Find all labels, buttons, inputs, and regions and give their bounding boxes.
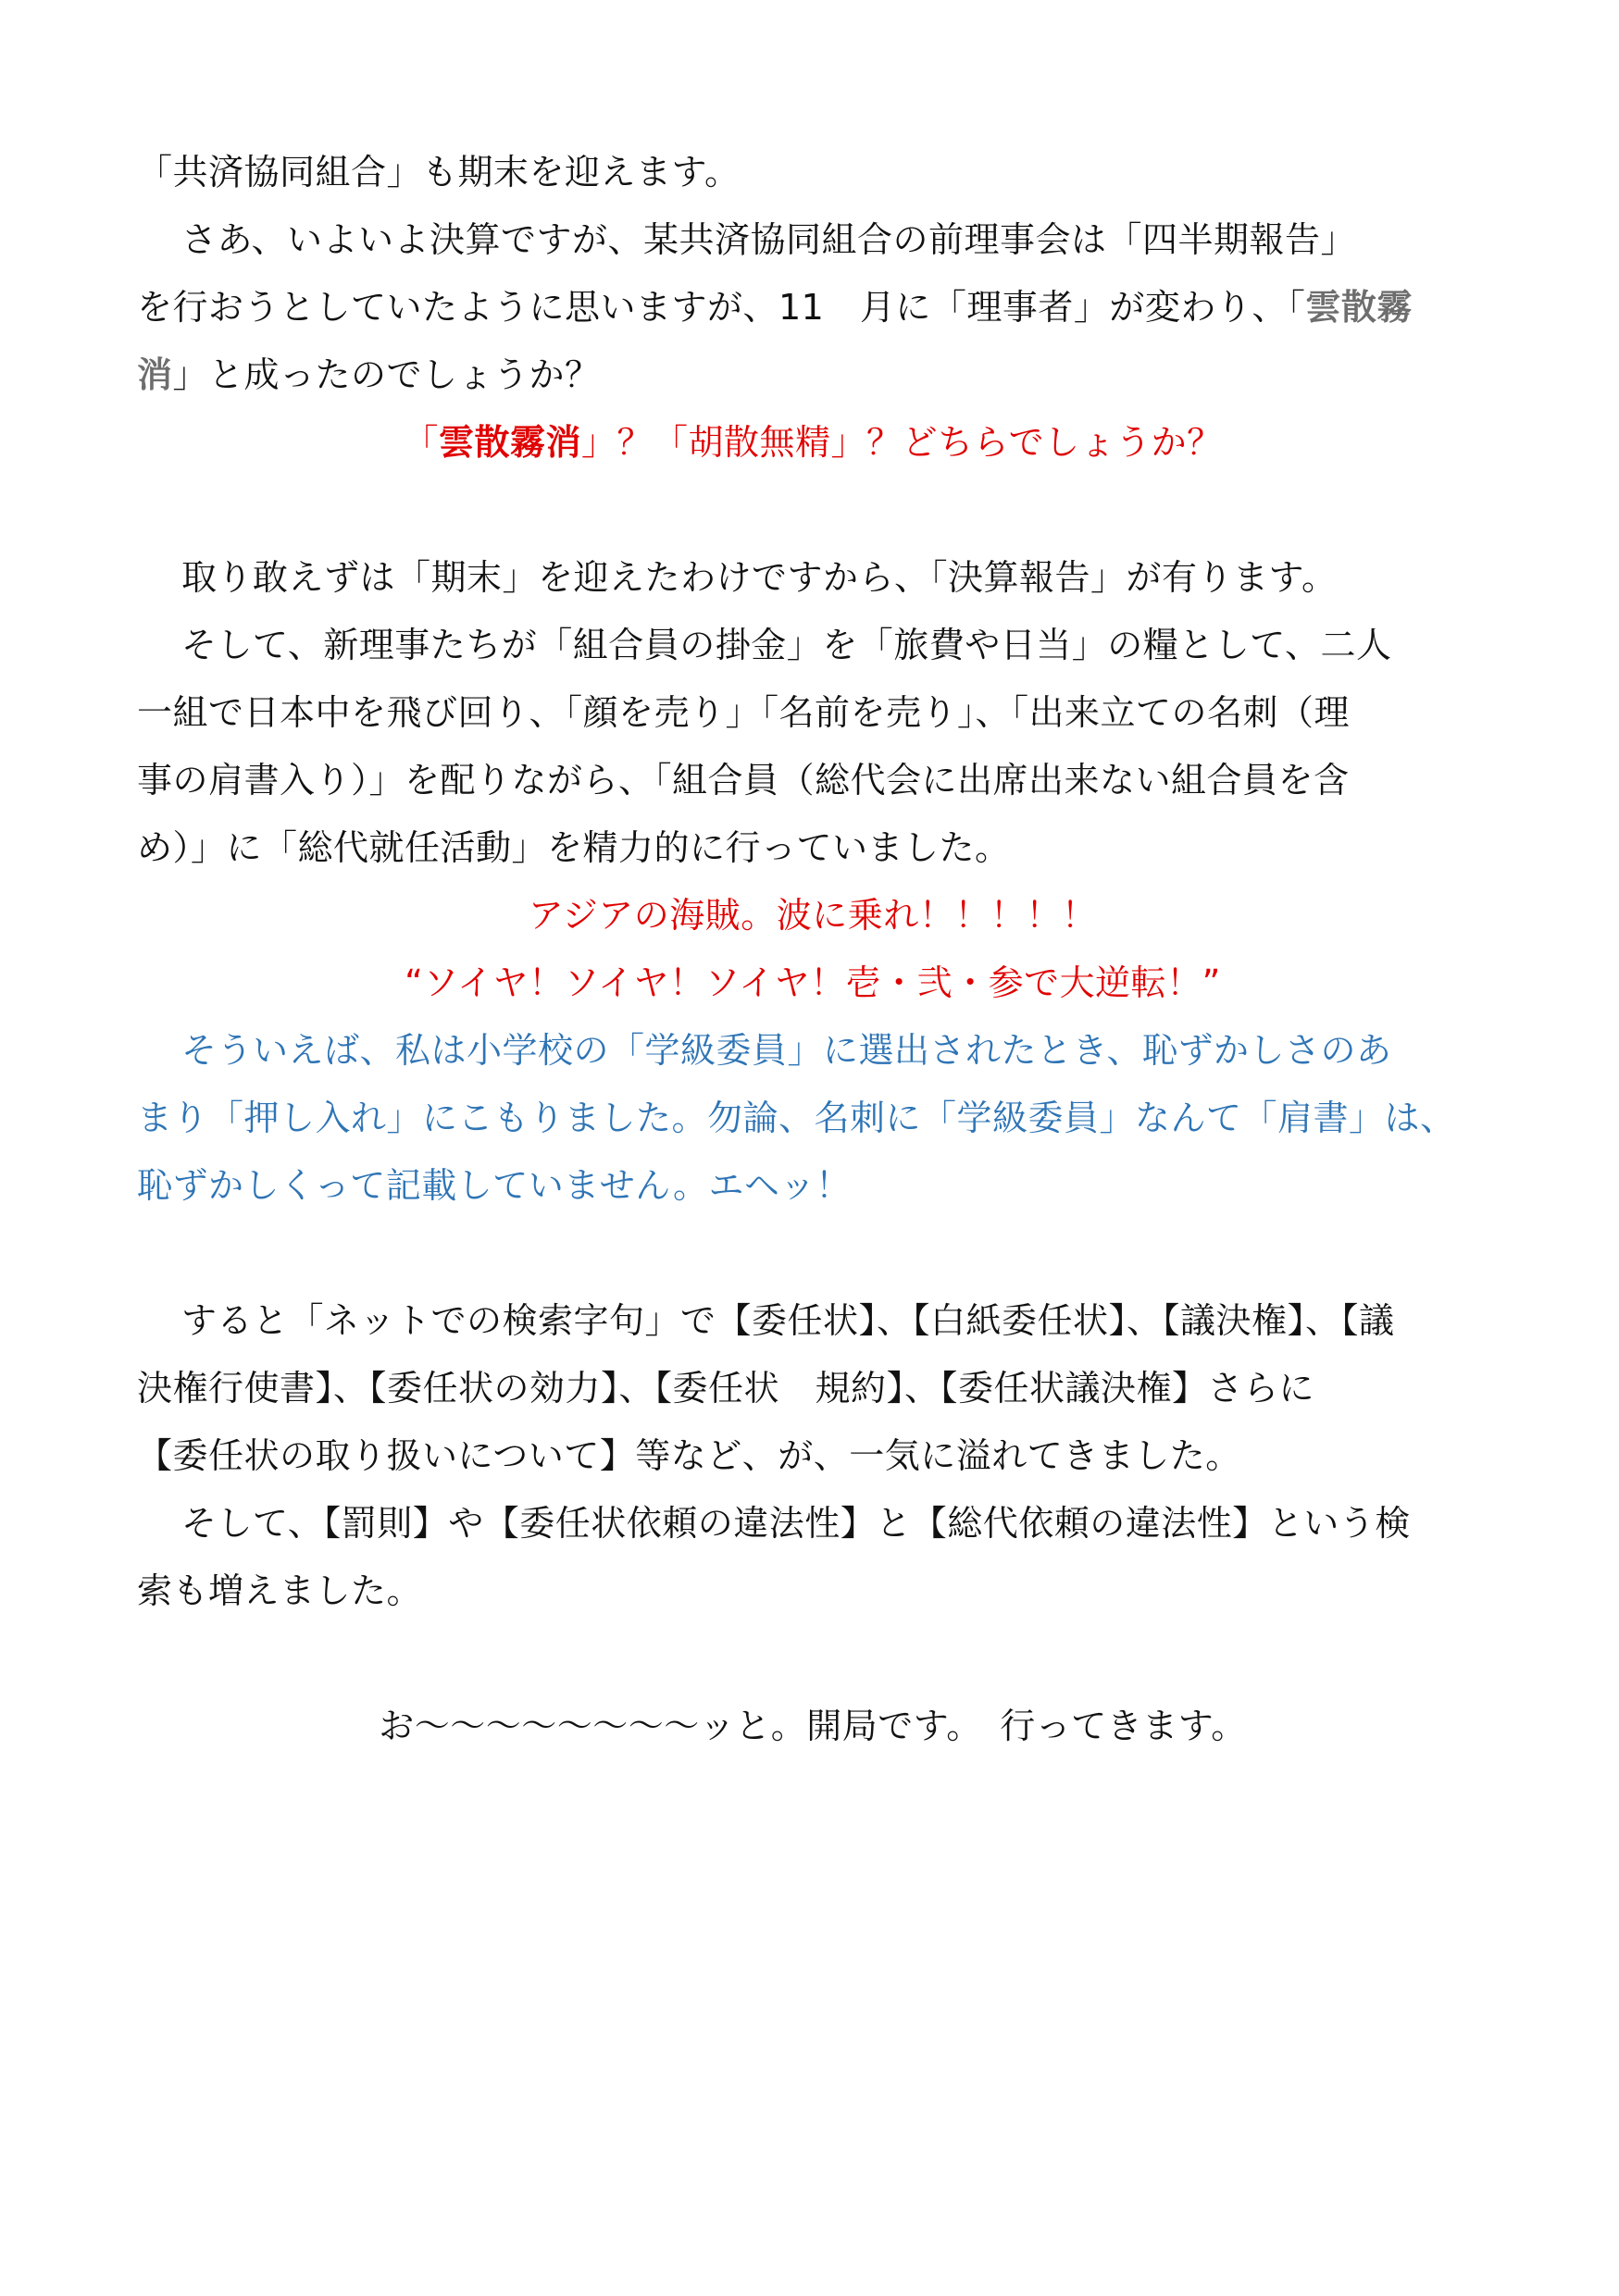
paragraph-3-line-2: そして、新理事たちが「組合員の掛金」を「旅費や日当」の糧として、二人 [181,625,1392,665]
paragraph-4-line-1: すると「ネットでの検索字句」で【委任状】、【白紙委任状】、【議決権】、【議 [181,1300,1395,1341]
red-heading-2-line-2: “ソイヤ！ソイヤ！ソイヤ！壱・弐・参で大逆転！” [405,962,1221,1003]
paragraph-3-line-5: め）」に「総代就任活動」を精力的に行っていました。 [137,827,1011,868]
blue-paragraph-line-2: まり「押し入れ」にこもりました。勿論、名刺に「学級委員」なんて「肩書」は、 [137,1098,1456,1138]
spacer [137,477,1488,544]
paragraph-1-line-1: 「共済協同組合」も期末を迎えます。 [137,152,741,192]
paragraph-4-line-3: 【委任状の取り扱いについて】等など、が、一気に溢れてきました。 [137,1435,1241,1476]
red-heading-1-b: 雲散霧消 [438,422,581,463]
paragraph-4-line-2: 決権行使書】、【委任状の効力】、【委任状 規約】、【委任状議決権】さらに [137,1368,1315,1409]
paragraph-2-line-3-text: 」と成ったのでしょうか？ [172,354,601,395]
blue-paragraph-line-3: 恥ずかしくって記載していません。エヘッ！ [137,1165,852,1206]
paragraph-3-line-4: 事の肩書入り）」を配りながら、「組合員（総代会に出席出来ない組合員を含 [137,760,1350,800]
spacer [137,1220,1488,1287]
paragraph-2-line-3 [137,341,1488,409]
paragraph-3-line-3: 一組で日本中を飛び回り、「顔を売り」「名前を売り」、「出来立ての名刺（理 [137,692,1351,733]
emphasis-gray-1: 雲散霧 [1305,287,1413,328]
paragraph-4-line-5: 索も増えました。 [137,1570,423,1611]
closing-line: お～～～～～～～～ッと。開局です。 行ってきます。 [379,1706,1247,1746]
red-heading-2-line-1: アジアの海賊。波に乗れ！！！！！ [528,895,1098,936]
paragraph-2-line-2-text: を行おうとしていたように思いますが、11 月に「理事者」が変わり、「 [137,287,1306,328]
blue-paragraph-line-1: そういえば、私は小学校の「学級委員」に選出されたとき、恥ずかしさのあ [181,1030,1392,1071]
paragraph-2-line-1: さあ、いよいよ決算ですが、某共済協同組合の前理事会は「四半期報告」 [181,219,1356,260]
paragraph-2-line-2 [137,274,1488,341]
red-heading-1 [137,409,1488,477]
spacer [137,1625,1488,1693]
paragraph-3-line-1: 取り敢えずは「期末」を迎えたわけですから、「決算報告」が有ります。 [181,557,1338,598]
emphasis-gray-2: 消 [137,354,173,395]
red-heading-1-a: 「 [403,422,439,463]
document-body [137,139,1488,1760]
paragraph-4-line-4: そして、【罰則】や【委任状依頼の違法性】と【総代依頼の違法性】という検 [181,1503,1411,1544]
red-heading-1-c: 」？「胡散無精」？どちらでしょうか？ [580,422,1223,463]
